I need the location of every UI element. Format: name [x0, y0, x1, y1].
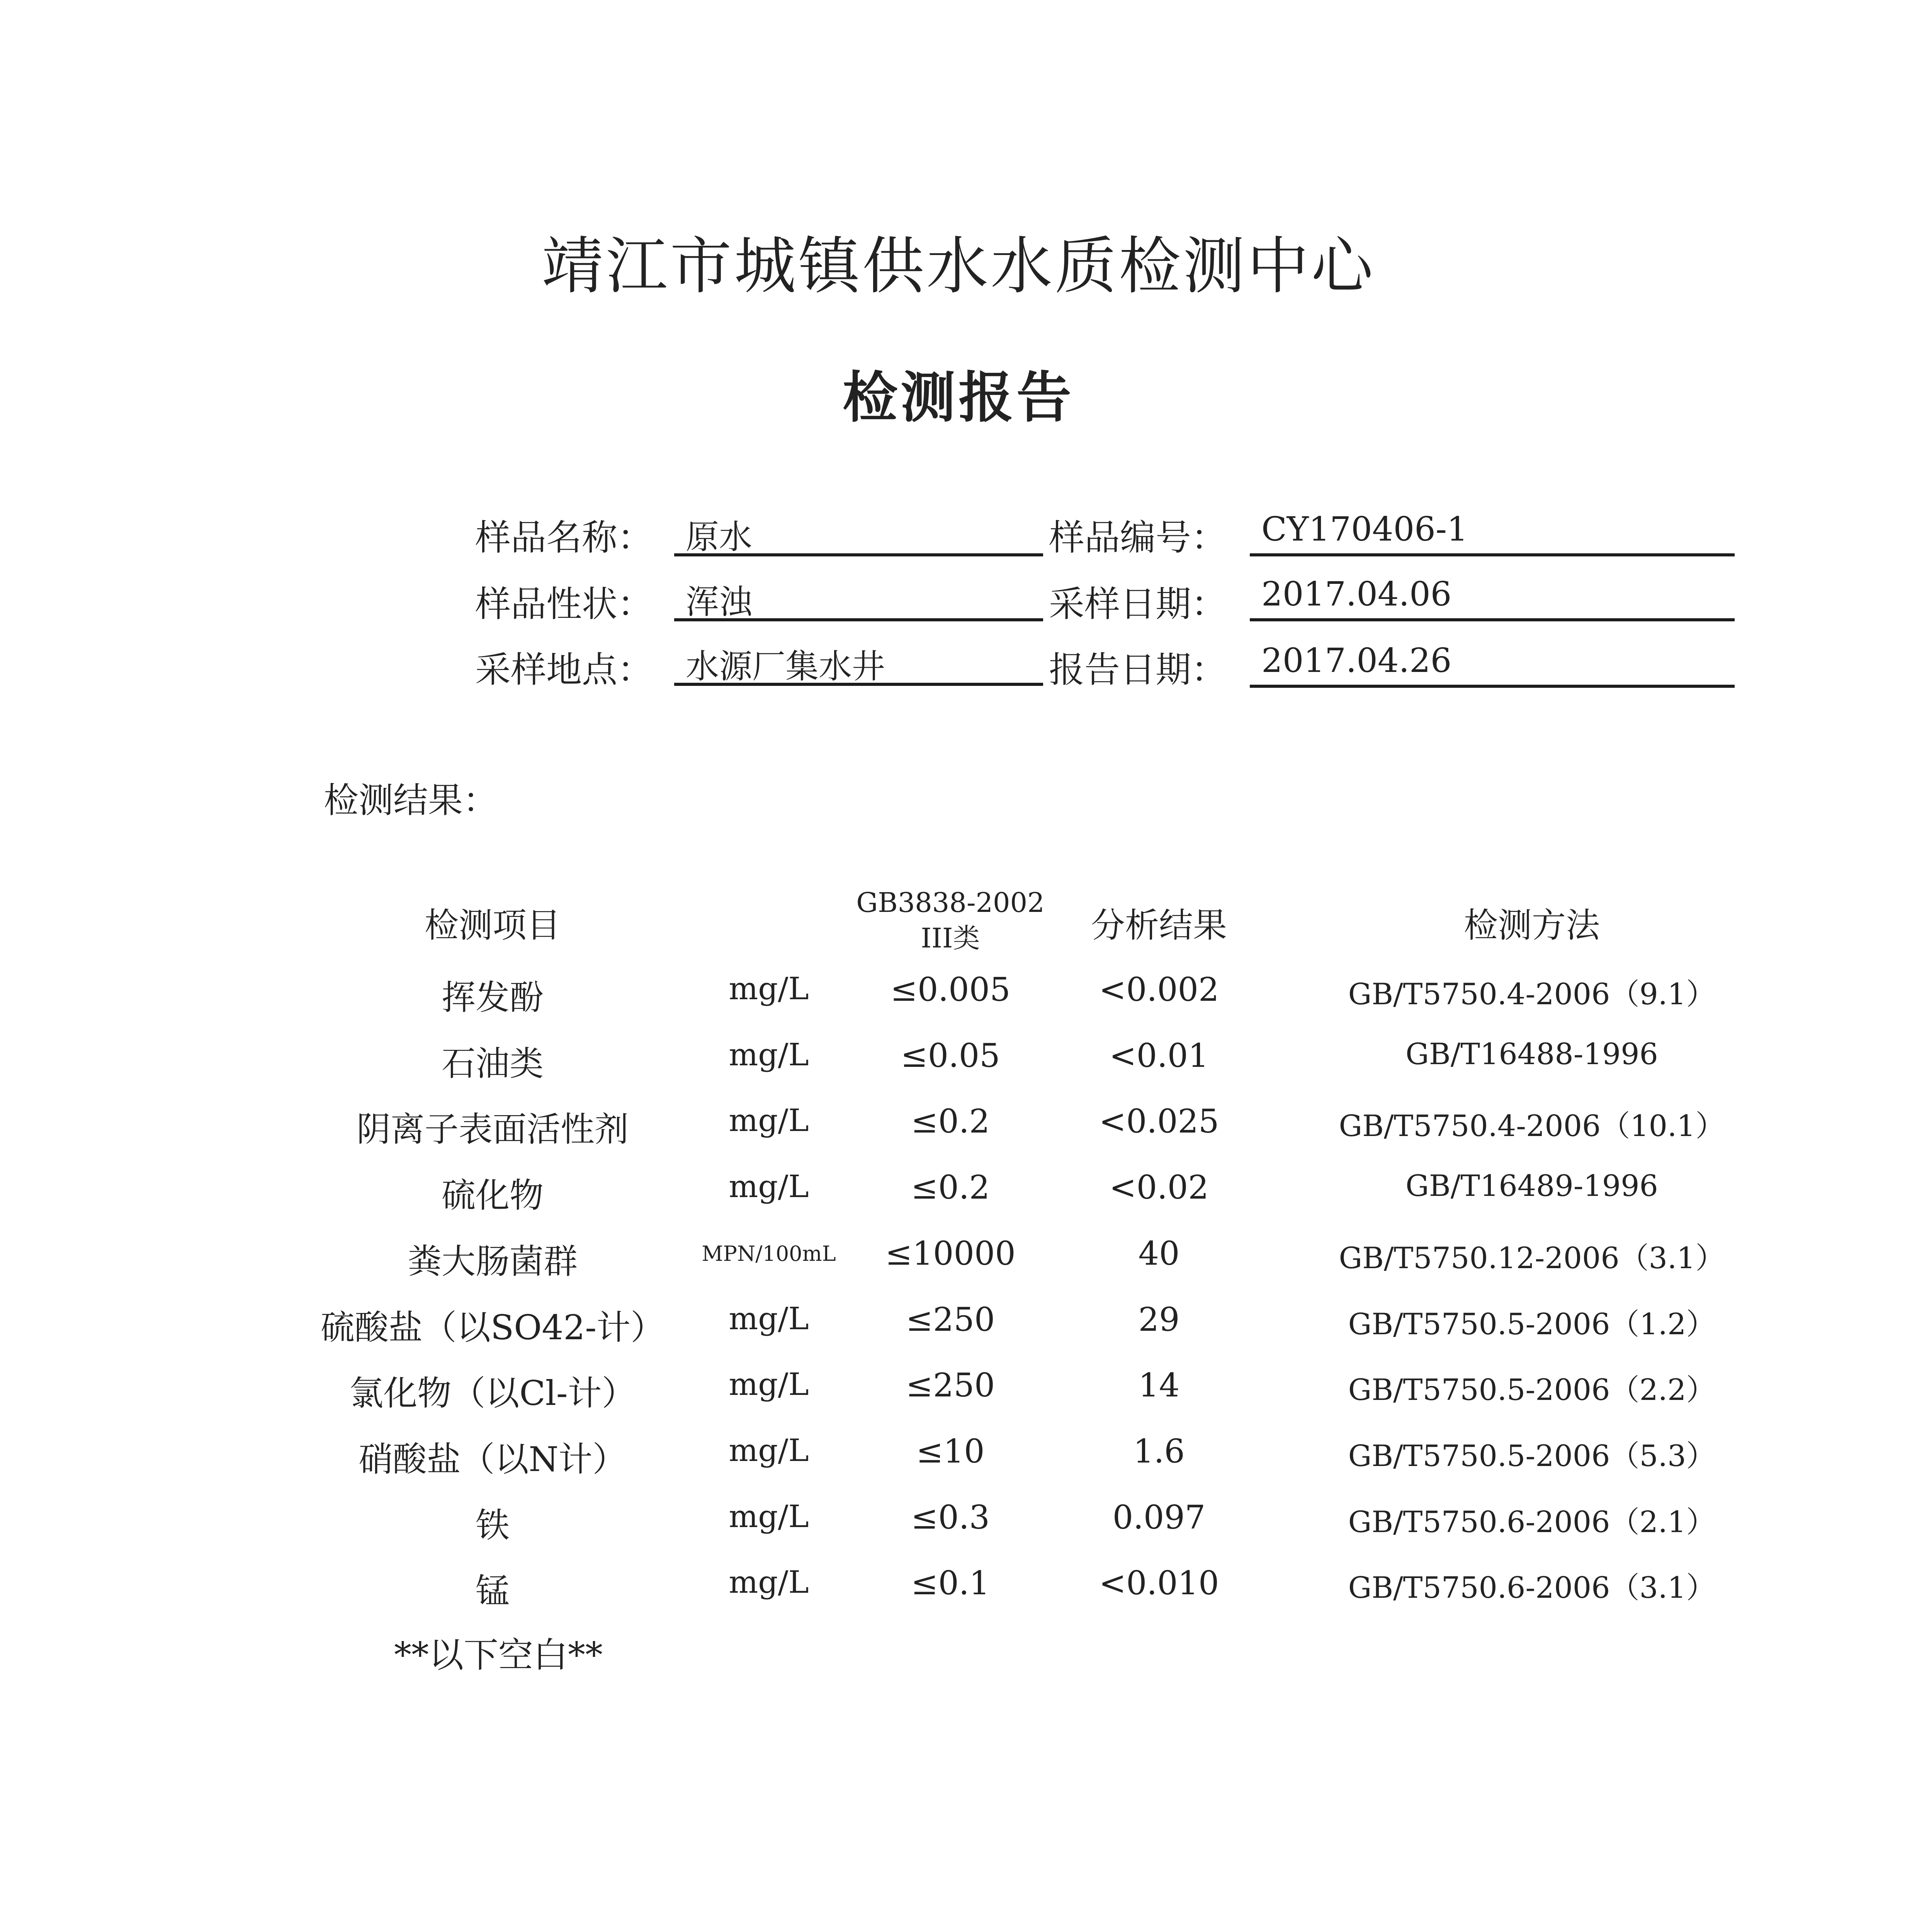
- result-cell: 14: [1138, 1366, 1180, 1404]
- unit-cell: mg/L: [729, 1301, 809, 1337]
- unit-cell: mg/L: [729, 1366, 809, 1402]
- method-cell: GB/T5750.6-2006（3.1）: [1348, 1570, 1716, 1605]
- result-cell: <0.025: [1099, 1102, 1219, 1140]
- sampling-date-label: 采样日期：: [1049, 583, 1227, 625]
- header-standard-line2: III类: [921, 922, 980, 954]
- sampling-location-value: 水源厂集水井: [674, 639, 1043, 686]
- unit-cell: mg/L: [729, 1102, 809, 1138]
- limit-cell: ≤0.2: [911, 1168, 990, 1206]
- item-cell: 石油类: [441, 1044, 544, 1083]
- method-cell: GB/T16488-1996: [1405, 1037, 1658, 1071]
- unit-cell: mg/L: [729, 971, 809, 1007]
- unit-cell: mg/L: [729, 1037, 809, 1073]
- unit-cell: mg/L: [729, 1564, 809, 1600]
- report-date-value: 2017.04.26: [1250, 641, 1735, 688]
- method-cell: GB/T16489-1996: [1405, 1168, 1658, 1203]
- limit-cell: ≤10: [916, 1432, 985, 1470]
- table-row: [0, 1235, 1917, 1289]
- table-row: [0, 1498, 1917, 1553]
- header-standard-line1: GB3838-2002: [856, 887, 1045, 918]
- table-row: [0, 1366, 1917, 1420]
- item-cell: 粪大肠菌群: [407, 1242, 578, 1281]
- table-row: [0, 1301, 1917, 1355]
- result-cell: <0.01: [1109, 1037, 1209, 1075]
- limit-cell: ≤250: [906, 1366, 995, 1404]
- result-cell: <0.02: [1109, 1168, 1209, 1206]
- sampling-date-value: 2017.04.06: [1250, 575, 1735, 621]
- limit-cell: ≤0.05: [901, 1037, 1000, 1075]
- item-cell: 挥发酚: [441, 978, 544, 1017]
- method-cell: GB/T5750.5-2006（1.2）: [1348, 1307, 1716, 1341]
- report-date-label: 报告日期：: [1049, 649, 1227, 690]
- sample-state-value: 浑浊: [674, 575, 1043, 621]
- table-row: [0, 1037, 1917, 1091]
- limit-cell: ≤250: [906, 1301, 995, 1338]
- result-cell: <0.002: [1099, 971, 1219, 1009]
- limit-cell: ≤0.1: [911, 1564, 990, 1602]
- sample-state-label: 样品性状：: [475, 583, 653, 625]
- unit-cell: mg/L: [729, 1498, 809, 1534]
- blank-below-note: **以下空白**: [394, 1635, 603, 1675]
- method-cell: GB/T5750.4-2006（9.1）: [1348, 977, 1716, 1011]
- item-cell: 铁: [475, 1505, 510, 1545]
- method-cell: GB/T5750.4-2006（10.1）: [1339, 1109, 1725, 1143]
- limit-cell: ≤0.2: [911, 1102, 990, 1140]
- result-cell: <0.010: [1099, 1564, 1219, 1602]
- item-cell: 阴离子表面活性剂: [356, 1109, 629, 1149]
- result-cell: 0.097: [1112, 1498, 1206, 1536]
- item-cell: 硫酸盐（以SO42-计）: [320, 1308, 665, 1347]
- method-cell: GB/T5750.12-2006（3.1）: [1339, 1241, 1725, 1275]
- sample-name-label: 样品名称：: [475, 517, 653, 558]
- item-cell: 硫化物: [441, 1175, 544, 1215]
- limit-cell: ≤10000: [885, 1235, 1016, 1272]
- item-cell: 锰: [475, 1571, 510, 1611]
- method-cell: GB/T5750.6-2006（2.1）: [1348, 1505, 1716, 1539]
- unit-cell: mg/L: [729, 1432, 809, 1468]
- unit-cell: MPN/100mL: [702, 1242, 836, 1266]
- header-standard: [838, 885, 1062, 956]
- table-row: [0, 1564, 1917, 1618]
- sample-code-label: 样品编号：: [1049, 517, 1227, 558]
- header-method: 检测方法: [1463, 905, 1600, 945]
- limit-cell: ≤0.005: [890, 971, 1011, 1009]
- sample-name-value: 原水: [674, 510, 1043, 556]
- sampling-location-label: 采样地点：: [475, 649, 653, 690]
- item-cell: 氯化物（以Cl-计）: [349, 1373, 636, 1413]
- result-cell: 29: [1138, 1301, 1180, 1338]
- header-item: 检测项目: [424, 905, 561, 945]
- results-section-label: 检测结果：: [324, 780, 498, 821]
- organization-title: 靖江市城镇供水水质检测中心: [541, 230, 1375, 302]
- table-row: [0, 1432, 1917, 1486]
- result-cell: 1.6: [1133, 1432, 1185, 1470]
- method-cell: GB/T5750.5-2006（2.2）: [1348, 1372, 1716, 1407]
- limit-cell: ≤0.3: [911, 1498, 990, 1536]
- table-row: [0, 971, 1917, 1025]
- report-title: 检测报告: [843, 366, 1074, 430]
- sample-code-value: CY170406-1: [1250, 510, 1735, 556]
- unit-cell: mg/L: [729, 1168, 809, 1204]
- method-cell: GB/T5750.5-2006（5.3）: [1348, 1439, 1716, 1473]
- header-result: 分析结果: [1091, 905, 1227, 945]
- table-row: [0, 1102, 1917, 1156]
- result-cell: 40: [1138, 1235, 1180, 1272]
- item-cell: 硝酸盐（以N计）: [359, 1439, 627, 1479]
- table-row: [0, 1168, 1917, 1223]
